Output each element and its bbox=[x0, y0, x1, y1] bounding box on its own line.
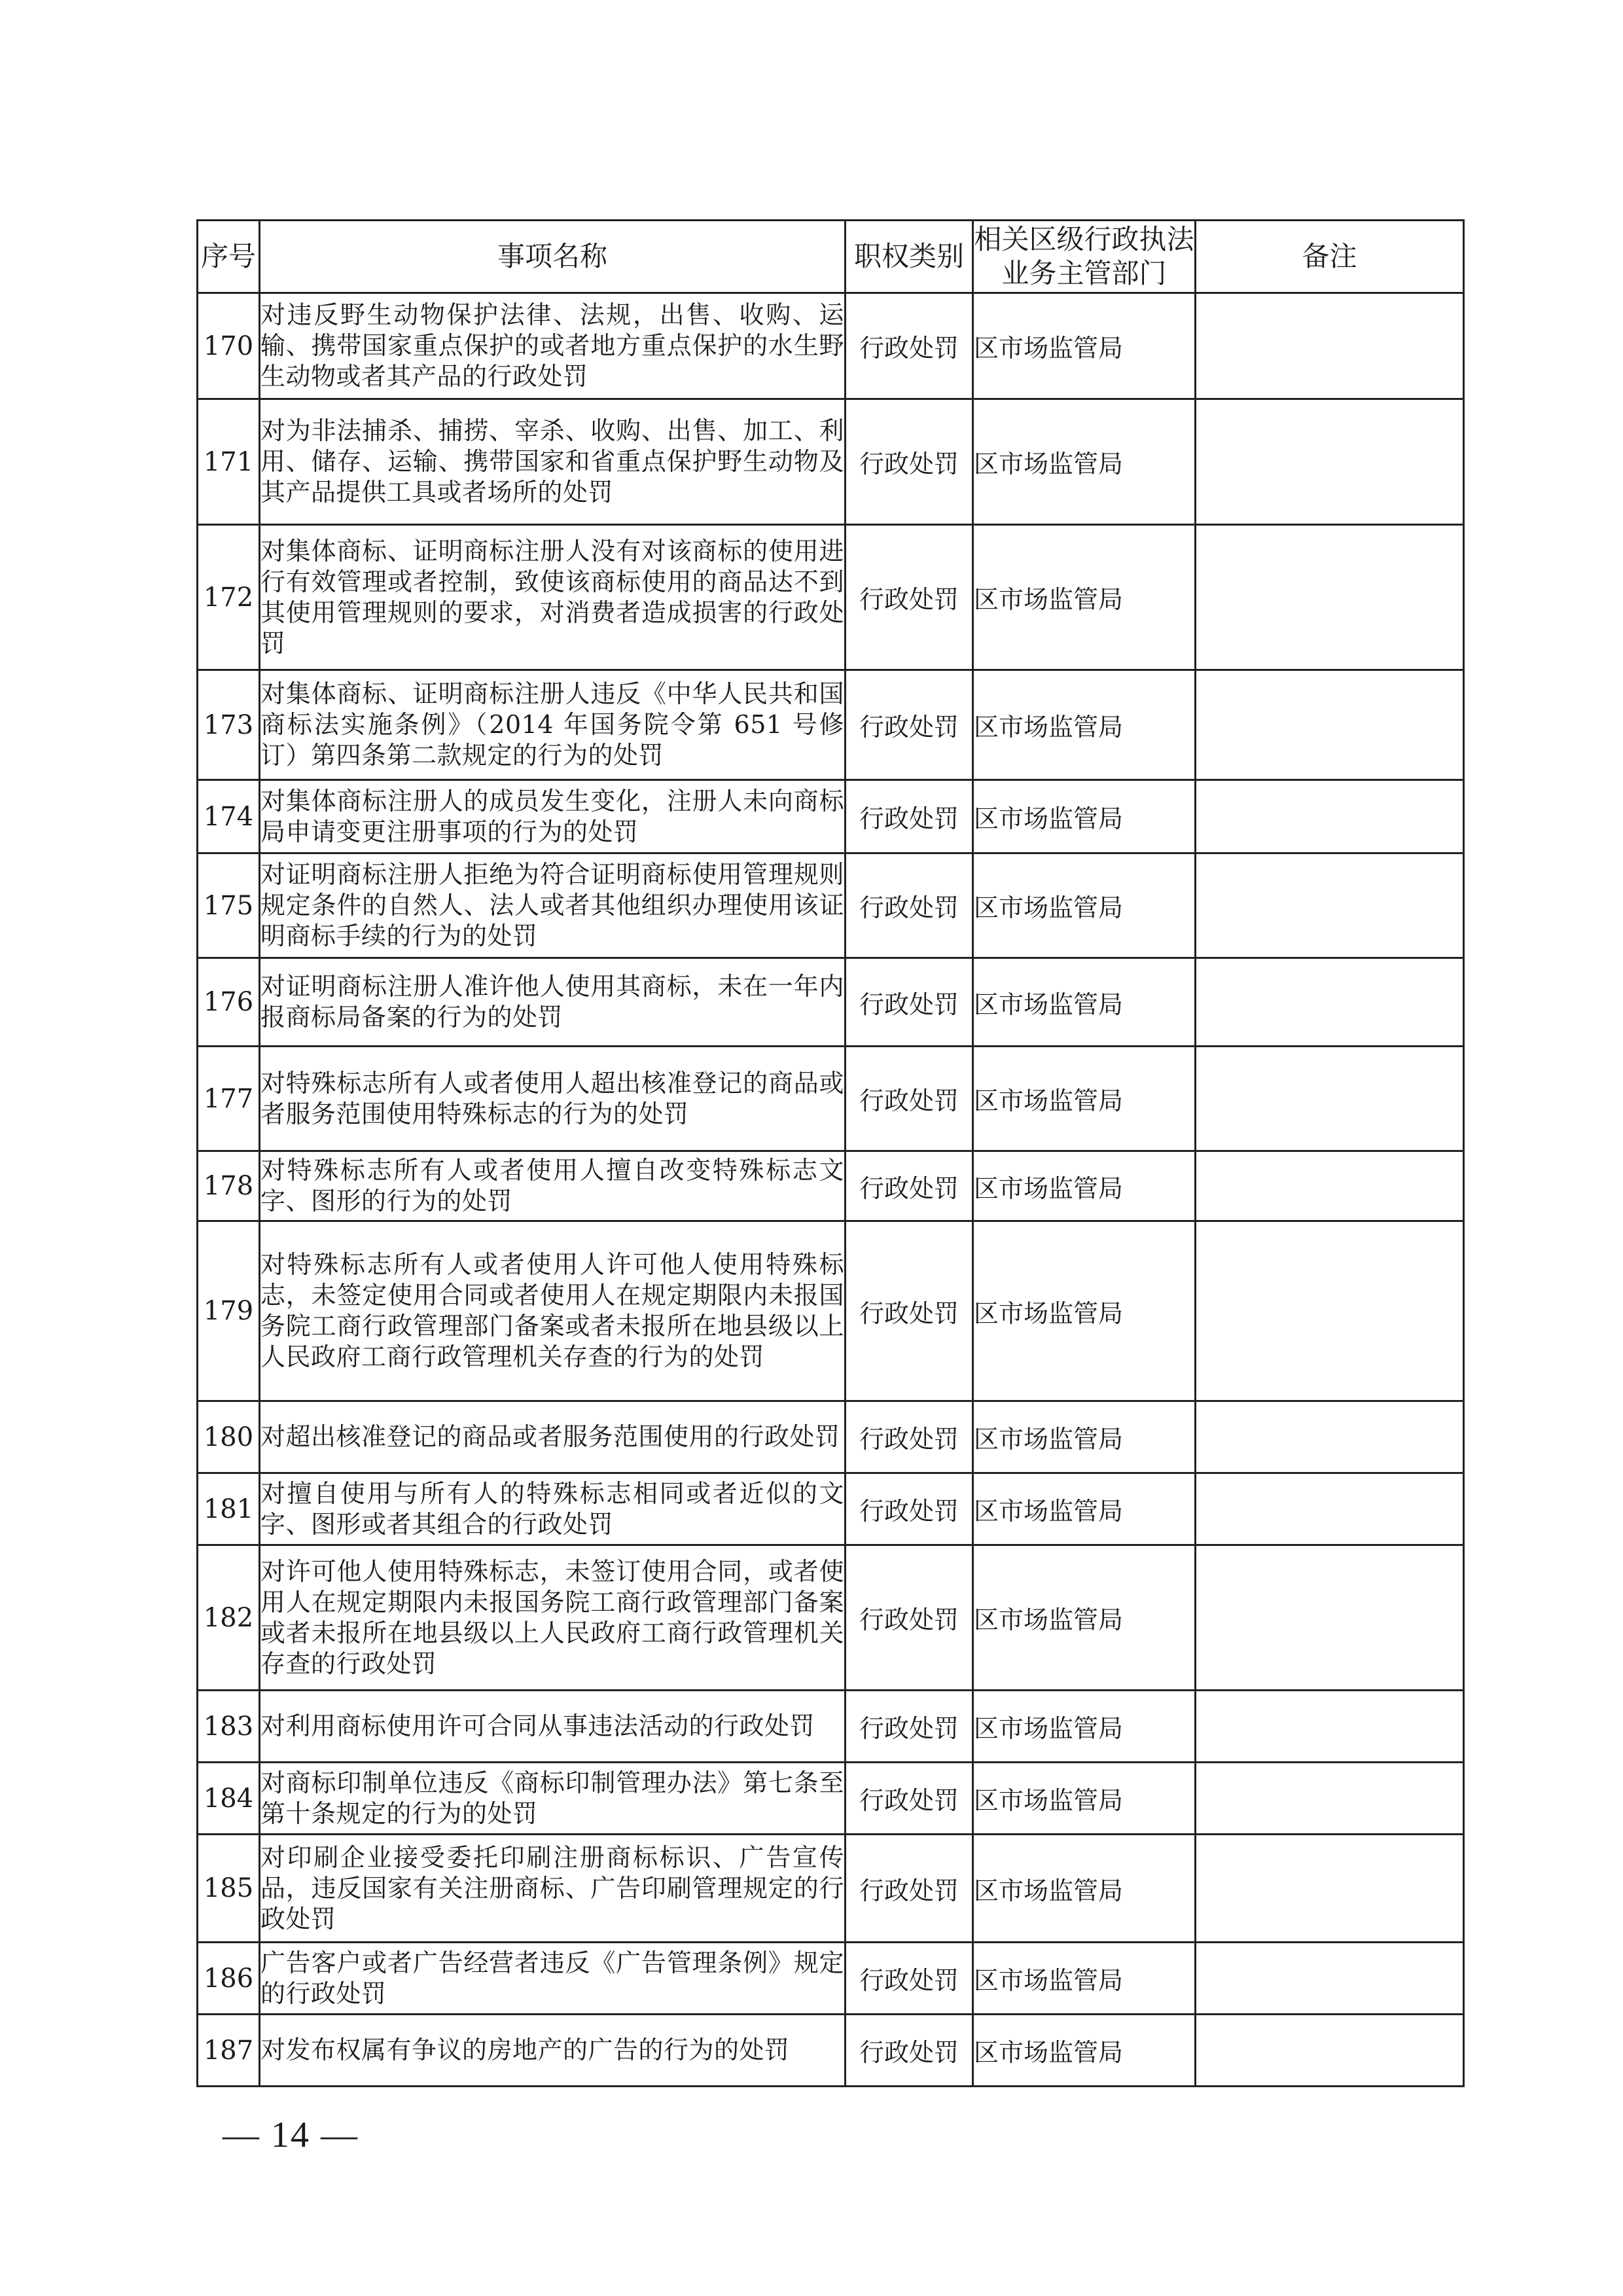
row-dept: 区市场监管局 bbox=[973, 1763, 1196, 1835]
row-dept: 区市场监管局 bbox=[973, 958, 1196, 1047]
row-name: 对商标印制单位违反《商标印制管理办法》第七条至第十条规定的行为的处罚 bbox=[260, 1763, 846, 1835]
row-name: 对许可他人使用特殊标志，未签订使用合同，或者使用人在规定期限内未报国务院工商行政管理部门备案或者未报所在地县级以上人民政府工商行政管理机关存查的行政处罚 bbox=[260, 1545, 846, 1691]
row-name: 对集体商标、证明商标注册人违反《中华人民共和国商标法实施条例》（2014 年国务院令第 651 号修订）第四条第二款规定的行为的处罚 bbox=[260, 670, 846, 780]
row-dept: 区市场监管局 bbox=[973, 1473, 1196, 1545]
row-dept: 区市场监管局 bbox=[973, 1691, 1196, 1763]
table-row bbox=[198, 958, 1464, 1047]
row-note bbox=[1196, 293, 1464, 399]
header-dept: 相关区级行政执法业务主管部门 bbox=[973, 221, 1196, 293]
row-dept: 区市场监管局 bbox=[973, 780, 1196, 853]
row-category: 行政处罚 bbox=[846, 1545, 973, 1691]
row-dept: 区市场监管局 bbox=[973, 1943, 1196, 2015]
row-seq: 178 bbox=[198, 1151, 260, 1221]
table-row bbox=[198, 853, 1464, 958]
row-note bbox=[1196, 1401, 1464, 1473]
row-category: 行政处罚 bbox=[846, 293, 973, 399]
row-name: 对擅自使用与所有人的特殊标志相同或者近似的文字、图形或者其组合的行政处罚 bbox=[260, 1473, 846, 1545]
row-name: 对特殊标志所有人或者使用人擅自改变特殊标志文字、图形的行为的处罚 bbox=[260, 1151, 846, 1221]
table-header-row bbox=[198, 221, 1464, 293]
header-seq: 序号 bbox=[198, 221, 260, 293]
row-dept: 区市场监管局 bbox=[973, 2015, 1196, 2087]
row-category: 行政处罚 bbox=[846, 1401, 973, 1473]
row-note bbox=[1196, 958, 1464, 1047]
row-category: 行政处罚 bbox=[846, 1943, 973, 2015]
row-note bbox=[1196, 1473, 1464, 1545]
row-note bbox=[1196, 853, 1464, 958]
row-dept: 区市场监管局 bbox=[973, 1221, 1196, 1401]
row-seq: 182 bbox=[198, 1545, 260, 1691]
row-seq: 184 bbox=[198, 1763, 260, 1835]
table-row bbox=[198, 780, 1464, 853]
row-category: 行政处罚 bbox=[846, 1221, 973, 1401]
table-row bbox=[198, 293, 1464, 399]
row-dept: 区市场监管局 bbox=[973, 525, 1196, 670]
row-dept: 区市场监管局 bbox=[973, 1401, 1196, 1473]
row-note bbox=[1196, 1047, 1464, 1151]
row-dept: 区市场监管局 bbox=[973, 853, 1196, 958]
row-note bbox=[1196, 2015, 1464, 2087]
row-seq: 171 bbox=[198, 399, 260, 525]
row-seq: 173 bbox=[198, 670, 260, 780]
row-category: 行政处罚 bbox=[846, 1763, 973, 1835]
row-name: 对违反野生动物保护法律、法规，出售、收购、运输、携带国家重点保护的或者地方重点保护的水生野生动物或者其产品的行政处罚 bbox=[260, 293, 846, 399]
table-row bbox=[198, 1943, 1464, 2015]
row-seq: 187 bbox=[198, 2015, 260, 2087]
row-note bbox=[1196, 1221, 1464, 1401]
table-row bbox=[198, 1691, 1464, 1763]
row-seq: 180 bbox=[198, 1401, 260, 1473]
row-seq: 185 bbox=[198, 1835, 260, 1943]
row-name: 对利用商标使用许可合同从事违法活动的行政处罚 bbox=[260, 1691, 846, 1763]
table-row bbox=[198, 1835, 1464, 1943]
row-note bbox=[1196, 1943, 1464, 2015]
table-row bbox=[198, 1221, 1464, 1401]
row-name: 对发布权属有争议的房地产的广告的行为的处罚 bbox=[260, 2015, 846, 2087]
table-row bbox=[198, 399, 1464, 525]
row-seq: 181 bbox=[198, 1473, 260, 1545]
table-row bbox=[198, 1401, 1464, 1473]
row-name: 对印刷企业接受委托印刷注册商标标识、广告宣传品，违反国家有关注册商标、广告印刷管理规定的行政处罚 bbox=[260, 1835, 846, 1943]
row-note bbox=[1196, 1545, 1464, 1691]
row-dept: 区市场监管局 bbox=[973, 1835, 1196, 1943]
row-category: 行政处罚 bbox=[846, 670, 973, 780]
table-row bbox=[198, 1545, 1464, 1691]
row-seq: 186 bbox=[198, 1943, 260, 2015]
row-category: 行政处罚 bbox=[846, 1047, 973, 1151]
row-name: 对证明商标注册人拒绝为符合证明商标使用管理规则规定条件的自然人、法人或者其他组织办理使用该证明商标手续的行为的处罚 bbox=[260, 853, 846, 958]
table-row bbox=[198, 1473, 1464, 1545]
row-dept: 区市场监管局 bbox=[973, 399, 1196, 525]
row-note bbox=[1196, 1691, 1464, 1763]
row-note bbox=[1196, 1763, 1464, 1835]
row-seq: 179 bbox=[198, 1221, 260, 1401]
table-row bbox=[198, 1151, 1464, 1221]
row-name: 对集体商标、证明商标注册人没有对该商标的使用进行有效管理或者控制，致使该商标使用的商品达不到其使用管理规则的要求，对消费者造成损害的行政处罚 bbox=[260, 525, 846, 670]
page-number: — 14 — bbox=[223, 2115, 359, 2155]
row-category: 行政处罚 bbox=[846, 2015, 973, 2087]
row-note bbox=[1196, 525, 1464, 670]
table-row bbox=[198, 1763, 1464, 1835]
row-seq: 174 bbox=[198, 780, 260, 853]
table-row bbox=[198, 525, 1464, 670]
row-name: 对超出核准登记的商品或者服务范围使用的行政处罚 bbox=[260, 1401, 846, 1473]
row-name: 对集体商标注册人的成员发生变化，注册人未向商标局申请变更注册事项的行为的处罚 bbox=[260, 780, 846, 853]
row-category: 行政处罚 bbox=[846, 1151, 973, 1221]
row-name: 广告客户或者广告经营者违反《广告管理条例》规定的行政处罚 bbox=[260, 1943, 846, 2015]
row-category: 行政处罚 bbox=[846, 525, 973, 670]
row-note bbox=[1196, 670, 1464, 780]
row-name: 对证明商标注册人准许他人使用其商标，未在一年内报商标局备案的行为的处罚 bbox=[260, 958, 846, 1047]
row-dept: 区市场监管局 bbox=[973, 1047, 1196, 1151]
row-note bbox=[1196, 1151, 1464, 1221]
row-dept: 区市场监管局 bbox=[973, 1151, 1196, 1221]
row-seq: 183 bbox=[198, 1691, 260, 1763]
row-seq: 177 bbox=[198, 1047, 260, 1151]
row-name: 对为非法捕杀、捕捞、宰杀、收购、出售、加工、利用、储存、运输、携带国家和省重点保护野生动物及其产品提供工具或者场所的处罚 bbox=[260, 399, 846, 525]
row-note bbox=[1196, 399, 1464, 525]
row-seq: 175 bbox=[198, 853, 260, 958]
header-name: 事项名称 bbox=[260, 221, 846, 293]
row-seq: 176 bbox=[198, 958, 260, 1047]
row-category: 行政处罚 bbox=[846, 958, 973, 1047]
row-category: 行政处罚 bbox=[846, 399, 973, 525]
table-row bbox=[198, 670, 1464, 780]
row-seq: 170 bbox=[198, 293, 260, 399]
enforcement-items-table bbox=[196, 219, 1465, 2087]
row-note bbox=[1196, 780, 1464, 853]
row-dept: 区市场监管局 bbox=[973, 293, 1196, 399]
row-dept: 区市场监管局 bbox=[973, 670, 1196, 780]
row-note bbox=[1196, 1835, 1464, 1943]
row-category: 行政处罚 bbox=[846, 780, 973, 853]
row-name: 对特殊标志所有人或者使用人超出核准登记的商品或者服务范围使用特殊标志的行为的处罚 bbox=[260, 1047, 846, 1151]
header-category: 职权类别 bbox=[846, 221, 973, 293]
header-note: 备注 bbox=[1196, 221, 1464, 293]
table-row bbox=[198, 2015, 1464, 2087]
row-category: 行政处罚 bbox=[846, 1691, 973, 1763]
row-category: 行政处罚 bbox=[846, 853, 973, 958]
row-dept: 区市场监管局 bbox=[973, 1545, 1196, 1691]
row-category: 行政处罚 bbox=[846, 1473, 973, 1545]
row-category: 行政处罚 bbox=[846, 1835, 973, 1943]
row-name: 对特殊标志所有人或者使用人许可他人使用特殊标志，未签定使用合同或者使用人在规定期限内未报国务院工商行政管理部门备案或者未报所在地县级以上人民政府工商行政管理机关存查的行为的处罚 bbox=[260, 1221, 846, 1401]
table-row bbox=[198, 1047, 1464, 1151]
row-seq: 172 bbox=[198, 525, 260, 670]
